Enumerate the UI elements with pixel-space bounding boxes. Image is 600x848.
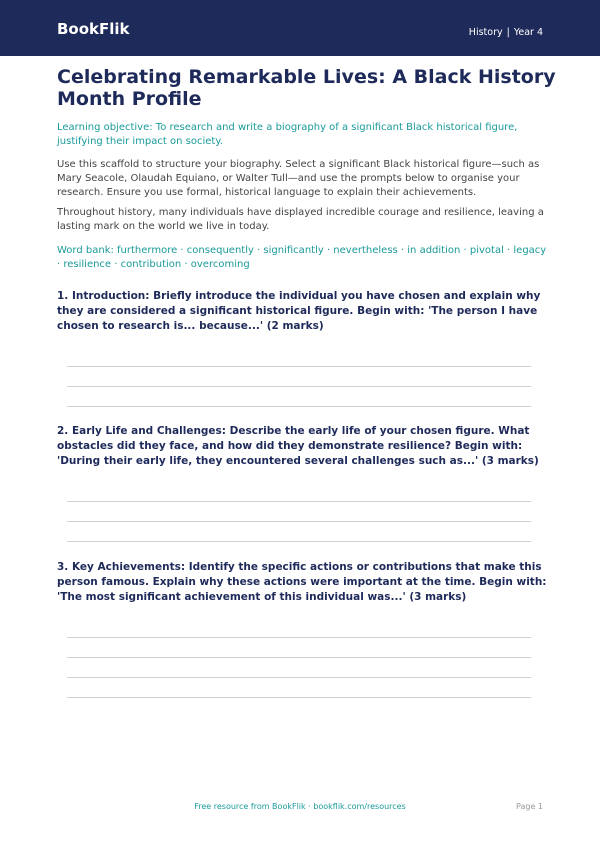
answer-line[interactable] [67,697,531,698]
answer-line[interactable] [67,637,531,638]
answer-line[interactable] [67,386,531,387]
header-bar [0,0,600,56]
question-1-prompt: 1. Introduction: Briefly introduce the individual you have chosen and explain why they are considered a significant historical figure. Begin with: 'The person I have chosen to research is... because...' (2 marks) [57,290,541,332]
answer-line[interactable] [67,521,531,522]
subject-year-meta [469,27,543,39]
brand-logo-text[interactable]: BookFlik [57,20,130,38]
answer-line[interactable] [67,366,531,367]
answer-line[interactable] [67,541,531,542]
context-paragraph: Throughout history, many individuals have displayed incredible courage and resilience, leaving a lasting mark on the world we live in today. [57,207,544,232]
meta-separator: | [506,27,510,38]
answer-line[interactable] [67,501,531,502]
worksheet-title: Celebrating Remarkable Lives: A Black History Month Profile [57,66,556,110]
question-3-prompt: 3. Key Achievements: Identify the specific actions or contributions that make this person famous. Explain why these actions were important at the time. Begin with: 'The most significant achievement of this individual was...' (3 marks) [57,561,547,603]
year-label: Year 4 [513,27,543,38]
answer-line[interactable] [67,406,531,407]
instructions-paragraph: Use this scaffold to structure your biography. Select a significant Black historical figure—such as Mary Seacole, Olaudah Equiano, or Walter Tull—and use the prompts below to organise your research. Ensure you use formal, historical language to explain their achievements. [57,159,540,198]
question-2-prompt: 2. Early Life and Challenges: Describe the early life of your chosen figure. What obstacles did they face, and how did they demonstrate resilience? Begin with: 'During their early life, they encountered several challenges such as...' (3 marks) [57,425,539,467]
answer-line[interactable] [67,657,531,658]
footer-credit[interactable]: Free resource from BookFlik · bookflik.com/resources [194,802,406,811]
subject-label: History [468,27,503,38]
word-bank: Word bank: furthermore · consequently · significantly · nevertheless · in addition · pivotal · legacy · resilience · contribution · overcoming [57,245,547,270]
learning-objective: Learning objective: To research and write a biography of a significant Black historical figure, justifying their impact on society. [57,122,518,147]
answer-line[interactable] [67,677,531,678]
page-number: Page 1 [516,802,543,811]
